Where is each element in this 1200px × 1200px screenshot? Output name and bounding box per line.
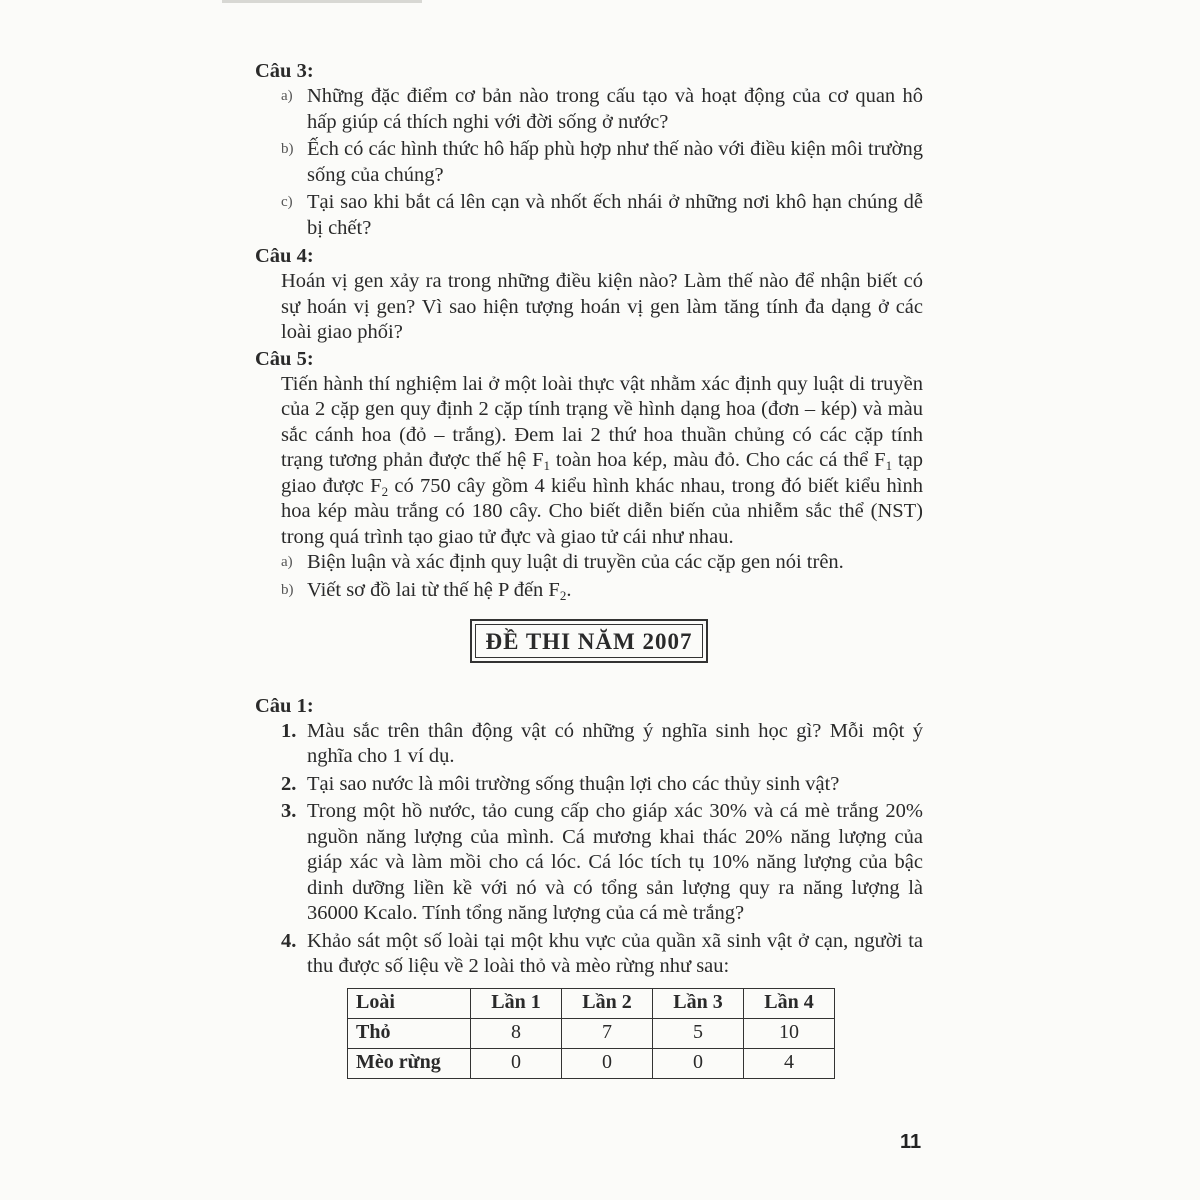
exam2007-q1-item-1 [281, 719, 923, 770]
exam2007-q1-item-2 [281, 772, 923, 798]
item-text: Tại sao khi bắt cá lên cạn và nhốt ếch nhái ở những nơi khô hạn chúng dễ bị chết? [307, 191, 923, 239]
page-content [255, 58, 923, 1079]
item-text: Tại sao nước là môi trường sống thuận lợi cho các thủy sinh vật? [307, 772, 840, 795]
question-3-item-c [281, 190, 923, 241]
table-header-row [348, 988, 835, 1018]
table-cell: 8 [471, 1018, 562, 1048]
table-header-cell: Lần 2 [562, 988, 653, 1018]
subscript: 1 [543, 458, 551, 473]
subscript: 2 [559, 587, 567, 603]
q5-text-part: toàn hoa kép, màu đỏ. Cho các cá thể F [550, 449, 886, 471]
question-3-heading: Câu 3: [255, 60, 314, 82]
item-text [307, 578, 923, 604]
item-label: a) [281, 554, 293, 570]
table-cell: 0 [653, 1048, 744, 1078]
section-title-outer-border [470, 619, 709, 663]
question-4-text: Hoán vị gen xảy ra trong những điều kiện nào? Làm thế nào để nhận biết có sự hoán vị gen? Vì sao hiện tượng hoán vị gen làm tăng tính đa dạng ở các loài giao phối? [281, 270, 923, 343]
table-cell: 0 [471, 1048, 562, 1078]
table-row [348, 1018, 835, 1048]
table-cell: 7 [562, 1018, 653, 1048]
section-title-frame [255, 619, 923, 663]
item-label: c) [281, 194, 293, 210]
subscript: 2 [381, 483, 389, 499]
exam2007-question-1-heading: Câu 1: [255, 694, 314, 717]
table-header-cell: Loài [348, 988, 471, 1018]
table-header-cell: Lần 3 [653, 988, 744, 1018]
table-row [348, 1048, 835, 1078]
question-4-heading: Câu 4: [255, 245, 314, 267]
item-text: Biện luận và xác định quy luật di truyền của các cặp gen nói trên. [307, 551, 844, 573]
item-number: 1. [281, 719, 297, 742]
question-5-heading: Câu 5: [255, 347, 314, 370]
item-text-part: Viết sơ đồ lai từ thế hệ P đến F [307, 578, 560, 601]
subscript: 1 [885, 458, 893, 473]
table-header-cell: Lần 1 [471, 988, 562, 1018]
q5-text-part: Tiến hành thí nghiệm lai ở một loài thực vật nhằm xác định quy luật di truyền của 2 cặp gen quy định 2 cặp tính trạng về hình dạng hoa (đơn – kép) và màu sắc cánh hoa (đỏ – trắng). Đem lai 2 thứ hoa thuần chủng có các cặp tính trạng tương phản được thế hệ F [281, 372, 923, 471]
top-edge-line [222, 0, 422, 3]
table-cell: Thỏ [348, 1018, 471, 1048]
item-number: 4. [281, 929, 297, 952]
exam2007-q1-item-3 [281, 799, 923, 927]
question-3-item-b [281, 137, 923, 188]
item-text: Trong một hồ nước, tảo cung cấp cho giáp xác 30% và cá mè trắng 20% nguồn năng lượng của mình. Cá mương khai thác 20% năng lượng của giáp xác và làm mồi cho cá lóc. Cá lóc tích tụ 10% năng lượng của bậc dinh dưỡng liền kề với nó và có tổng sản lượng quy ra năng lượng là 36000 Kcalo. Tính tổng năng lượng của cá mè trắng? [307, 800, 923, 924]
item-number: 3. [281, 800, 297, 822]
question-5-item-a [281, 550, 923, 576]
table-cell: Mèo rừng [348, 1048, 471, 1078]
table-cell: 10 [744, 1018, 835, 1048]
species-survey-table [347, 988, 835, 1079]
q5-text-part: có 750 cây gồm 4 kiểu hình khác nhau, trong đó biết kiểu hình hoa kép màu trắng có 180 cây. Cho biết diễn biến của nhiễm sắc thể (NST) trong quá trình tạo giao tử đực và giao tử cái như nhau. [281, 474, 924, 548]
exam2007-q1-item-4 [281, 929, 923, 980]
question-5-item-b [281, 578, 923, 604]
item-text: Những đặc điểm cơ bản nào trong cấu tạo và hoạt động của cơ quan hô hấp giúp cá thích nghi với đời sống ở nước? [307, 85, 923, 133]
question-5-text [281, 372, 923, 551]
item-text: Khảo sát một số loài tại một khu vực của quần xã sinh vật ở cạn, người ta thu được số liệu về 2 loài thỏ và mèo rừng như sau: [307, 929, 923, 977]
table-cell: 0 [562, 1048, 653, 1078]
table-cell: 5 [653, 1018, 744, 1048]
item-text: Màu sắc trên thân động vật có những ý nghĩa sinh học gì? Mỗi một ý nghĩa cho 1 ví dụ. [307, 719, 923, 767]
item-text: Ếch có các hình thức hô hấp phù hợp như thế nào với điều kiện môi trường sống của chúng? [307, 138, 923, 186]
item-text-part: . [566, 578, 572, 601]
q5-text-part: tạp giao được F [281, 449, 924, 497]
table-header-cell: Lần 4 [744, 988, 835, 1018]
page-number: 11 [900, 1131, 922, 1153]
item-label: b) [281, 581, 294, 598]
table-cell: 4 [744, 1048, 835, 1078]
item-label: b) [281, 141, 294, 157]
question-3-item-a [281, 84, 923, 135]
item-label: a) [281, 88, 293, 104]
item-number: 2. [281, 772, 297, 795]
section-title: ĐỀ THI NĂM 2007 [475, 624, 704, 658]
